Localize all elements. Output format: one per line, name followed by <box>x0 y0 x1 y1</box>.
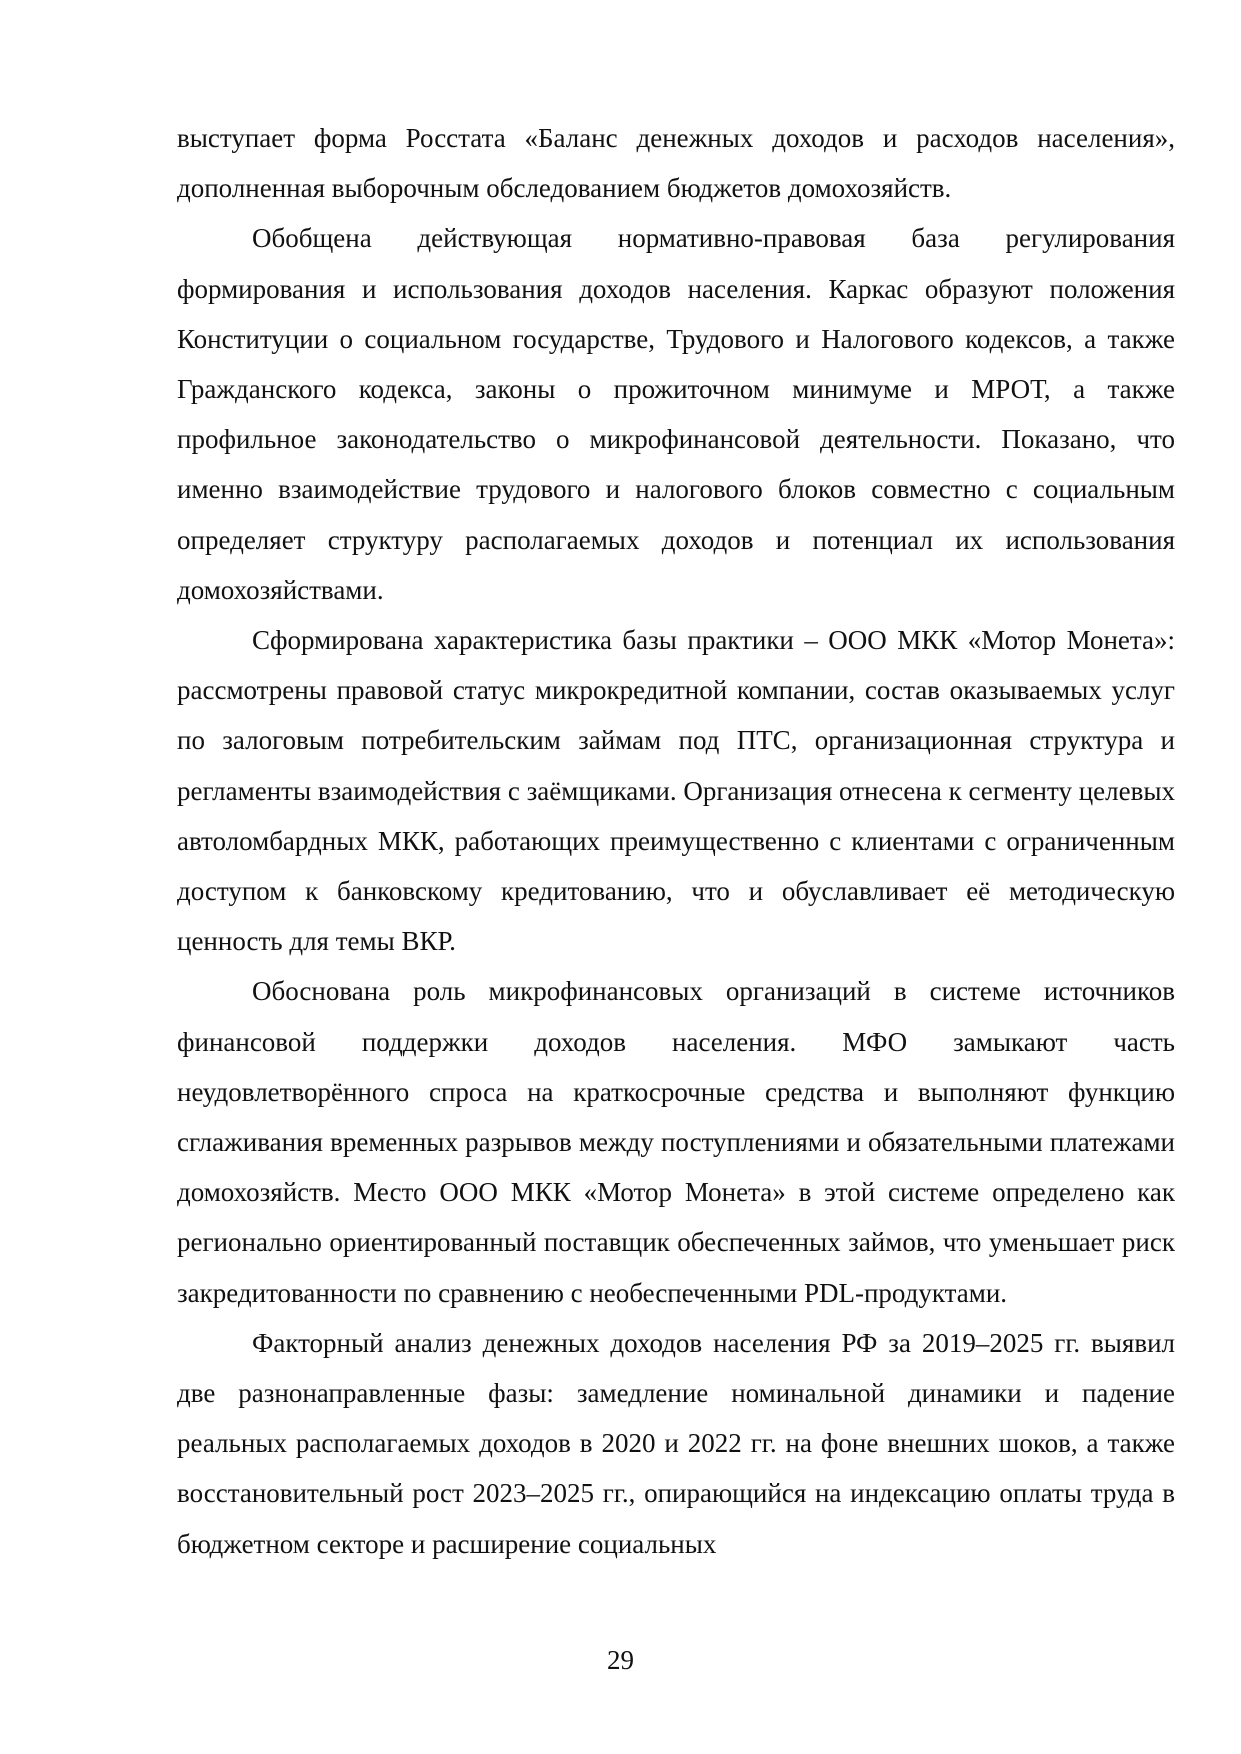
paragraph-continuation: выступает форма Росстата «Баланс денежных доходов и расходов населения», дополненная выборочным обследованием бюджетов домохозяйств. <box>177 123 1175 204</box>
document-page <box>177 113 1175 1569</box>
paragraph-legal-framework: Обобщена действующая нормативно-правовая база регулирования формирования и использования доходов населения. Каркас образуют положения Конституции о социальном государстве, Трудового и Налогового кодексов, а также Гражданского кодекса, законы о прожиточном минимуме и МРОТ, а также профильное законодательство о микрофинансовой деятельности. Показано, что именно взаимодействие трудового и налогового блоков совместно с социальным определяет структуру располагаемых доходов и потенциал их использования домохозяйствами. <box>177 223 1175 605</box>
paragraph-practice-base: Сформирована характеристика базы практики – ООО МКК «Мотор Монета»: рассмотрены правовой статус микрокредитной компании, состав оказываемых услуг по залоговым потребительским займам под ПТС, организационная структура и регламенты взаимодействия с заёмщиками. Организация отнесена к сегменту целевых автоломбардных МКК, работающих преимущественно с клиентами с ограниченным доступом к банковскому кредитованию, что и обуславливает её методическую ценность для темы ВКР. <box>177 625 1175 957</box>
page-number: 29 <box>607 1645 634 1675</box>
paragraph-factor-analysis: Факторный анализ денежных доходов населения РФ за 2019–2025 гг. выявил две разнонаправленные фазы: замедление номинальной динамики и падение реальных располагаемых доходов в 2020 и 2022 гг. на фоне внешних шоков, а также восстановительный рост 2023–2025 гг., опирающийся на индексацию оплаты труда в бюджетном секторе и расширение социальных <box>177 1327 1175 1559</box>
paragraph-mfo-role: Обоснована роль микрофинансовых организаций в системе источников финансовой поддержки доходов населения. МФО замыкают часть неудовлетворённого спроса на краткосрочные средства и выполняют функцию сглаживания временных разрывов между поступлениями и обязательными платежами домохозяйств. Место ООО МКК «Мотор Монета» в этой системе определено как регионально ориентированный поставщик обеспеченных займов, что уменьшает риск закредитованности по сравнению с необеспеченными PDL-продуктами. <box>177 976 1175 1308</box>
